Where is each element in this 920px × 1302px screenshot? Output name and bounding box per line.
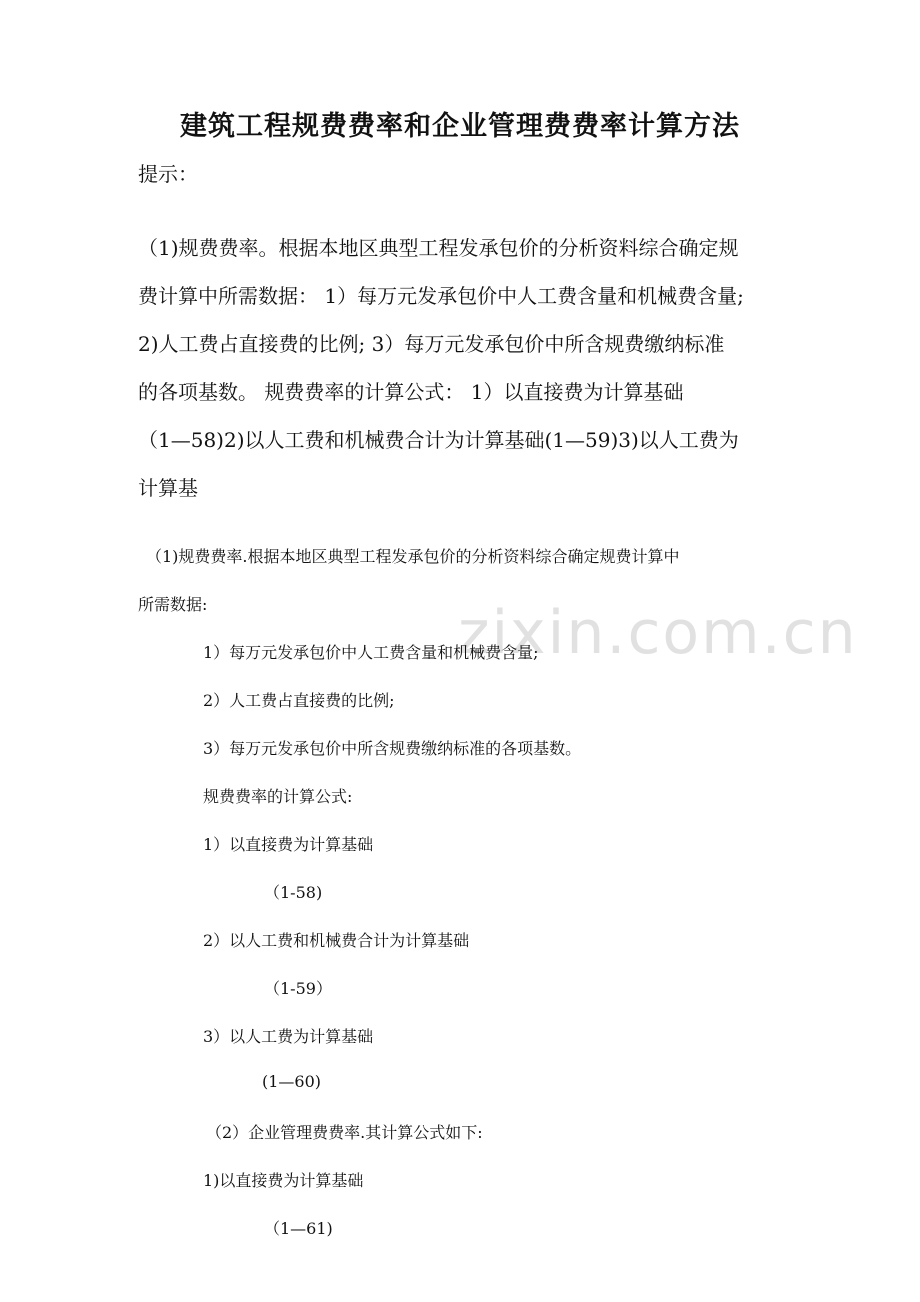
- summary-paragraph: [138, 224, 790, 512]
- summary-line: （1—58)2)以人工费和机械费合计为计算基础(1—59)3)以人工费为: [138, 428, 739, 452]
- hint-label: 提示：: [138, 162, 198, 186]
- calculation-basis: 1）以直接费为计算基础: [203, 835, 374, 854]
- summary-line: 的各项基数。 规费费率的计算公式： 1）以直接费为计算基础: [138, 380, 684, 404]
- equation-number: （1-58): [264, 883, 323, 902]
- equation-number: （1-59）: [264, 979, 332, 998]
- summary-line: （1)规费费率。根据本地区典型工程发承包价的分析资料综合确定规: [138, 236, 739, 260]
- equation-number: （1—61): [264, 1219, 333, 1238]
- intro-line: （1)规费费率.根据本地区典型工程发承包价的分析资料综合确定规费计算中: [146, 547, 680, 566]
- watermark: zixin.com.cn: [458, 598, 858, 668]
- requirement-item: 2）人工费占直接费的比例;: [203, 691, 395, 710]
- calculation-basis: 2）以人工费和机械费合计为计算基础: [203, 931, 470, 950]
- formula-heading: 规费费率的计算公式:: [203, 787, 353, 806]
- summary-line: 计算基: [138, 476, 198, 500]
- calculation-basis: 3）以人工费为计算基础: [203, 1027, 374, 1046]
- requirement-item: 3）每万元发承包价中所含规费缴纳标准的各项基数。: [203, 739, 582, 758]
- document-title: 建筑工程规费费率和企业管理费费率计算方法: [180, 111, 740, 142]
- intro-line: 所需数据:: [138, 595, 208, 614]
- calculation-basis: 1)以直接费为计算基础: [203, 1171, 364, 1190]
- section-heading: （2）企业管理费费率.其计算公式如下:: [206, 1123, 483, 1142]
- requirement-item: 1）每万元发承包价中人工费含量和机械费含量;: [203, 643, 539, 662]
- equation-number: (1—60): [262, 1072, 322, 1091]
- summary-line: 费计算中所需数据： 1）每万元发承包价中人工费含量和机械费含量;: [138, 284, 744, 308]
- summary-line: 2)人工费占直接费的比例; 3）每万元发承包价中所含规费缴纳标准: [138, 332, 725, 356]
